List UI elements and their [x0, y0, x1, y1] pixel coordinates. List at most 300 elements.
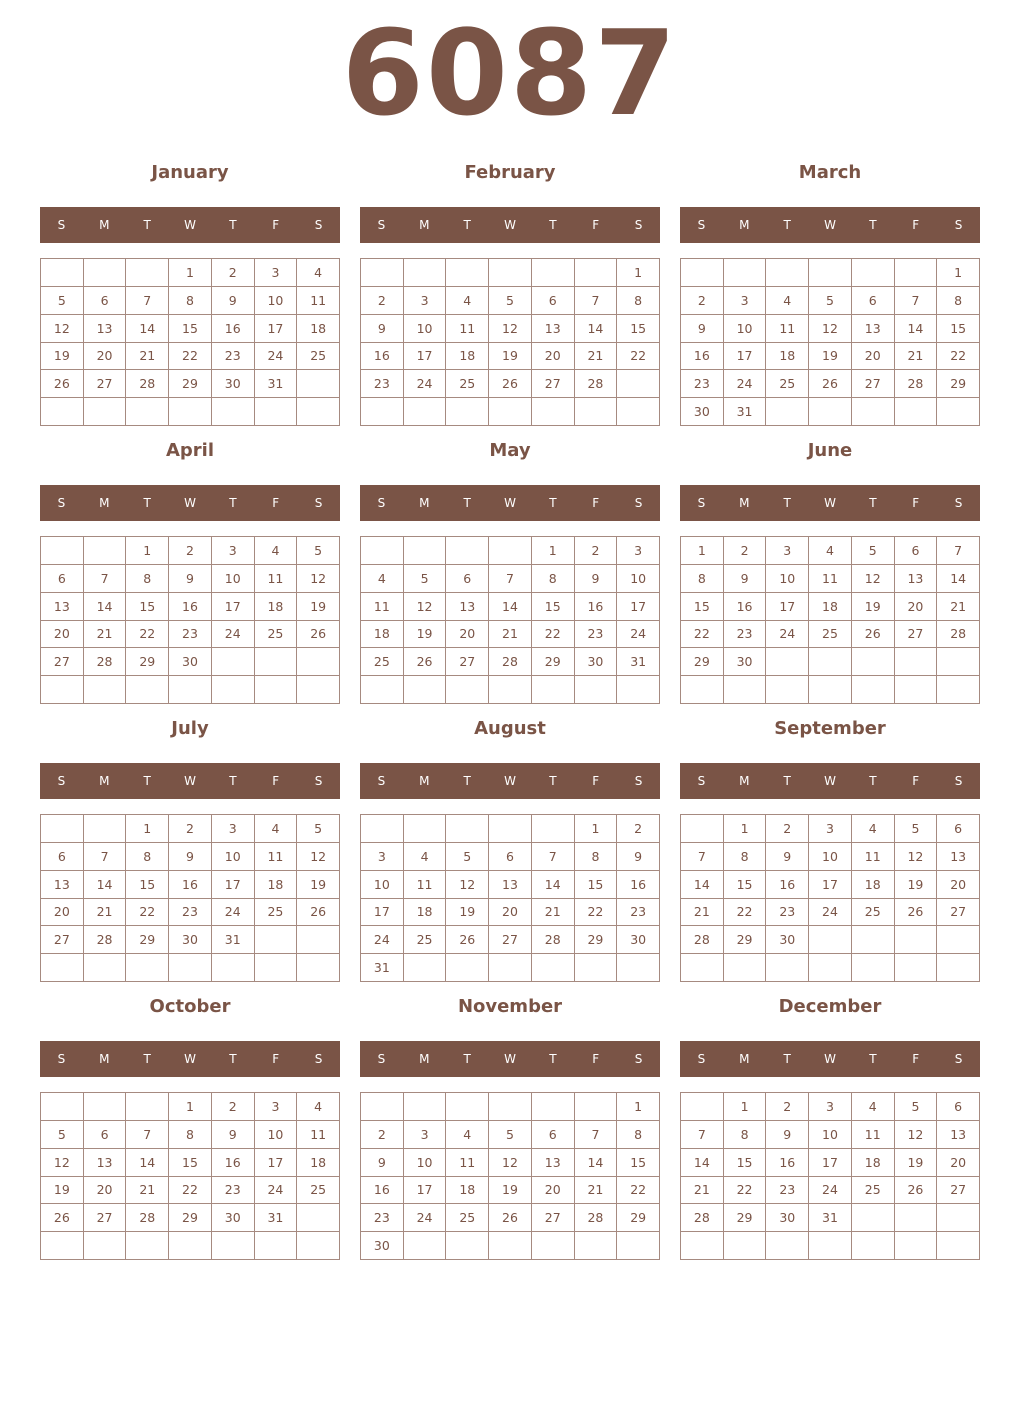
- day-cell: 23: [681, 370, 724, 398]
- day-cell: 11: [404, 871, 447, 899]
- day-grid: [360, 814, 660, 982]
- empty-day-cell: [575, 1232, 618, 1260]
- weekday-header: [40, 763, 340, 799]
- day-grid: [360, 258, 660, 426]
- day-cell: 11: [361, 593, 404, 621]
- day-cell: 23: [617, 899, 660, 927]
- weekday-label: S: [954, 496, 963, 510]
- weekday-label: T: [783, 1052, 791, 1066]
- day-cell: 12: [297, 565, 340, 593]
- day-cell: 9: [681, 315, 724, 343]
- weekday-label: T: [229, 774, 237, 788]
- weekday-label: F: [592, 218, 600, 232]
- day-cell: 20: [84, 343, 127, 371]
- empty-day-cell: [255, 954, 298, 982]
- day-cell: 31: [617, 648, 660, 676]
- empty-day-cell: [937, 1232, 980, 1260]
- month-name: March: [798, 162, 862, 183]
- day-cell: 30: [724, 648, 767, 676]
- day-cell: 12: [489, 1149, 532, 1177]
- weekday-label: M: [419, 1052, 430, 1066]
- month-name: February: [464, 162, 556, 183]
- empty-day-cell: [617, 1232, 660, 1260]
- day-cell: 23: [169, 899, 212, 927]
- day-cell: 16: [361, 343, 404, 371]
- empty-day-cell: [809, 926, 852, 954]
- day-cell: 9: [724, 565, 767, 593]
- day-cell: 27: [532, 370, 575, 398]
- day-cell: 25: [297, 1177, 340, 1205]
- day-cell: 22: [724, 1177, 767, 1205]
- day-cell: 21: [532, 899, 575, 927]
- empty-day-cell: [84, 537, 127, 565]
- empty-day-cell: [126, 398, 169, 426]
- month-name: December: [778, 996, 882, 1017]
- day-cell: 24: [766, 621, 809, 649]
- empty-day-cell: [41, 537, 84, 565]
- day-cell: 15: [617, 315, 660, 343]
- day-cell: 28: [937, 621, 980, 649]
- day-cell: 17: [809, 1149, 852, 1177]
- day-cell: 2: [361, 1121, 404, 1149]
- day-cell: 30: [681, 398, 724, 426]
- empty-day-cell: [446, 398, 489, 426]
- weekday-label: T: [463, 218, 471, 232]
- day-cell: 10: [404, 1149, 447, 1177]
- day-cell: 19: [489, 1177, 532, 1205]
- empty-day-cell: [681, 815, 724, 843]
- day-cell: 2: [169, 537, 212, 565]
- empty-day-cell: [532, 815, 575, 843]
- empty-day-cell: [41, 815, 84, 843]
- month-name: January: [151, 162, 229, 183]
- weekday-label: S: [634, 774, 643, 788]
- empty-day-cell: [361, 398, 404, 426]
- day-cell: 16: [617, 871, 660, 899]
- day-cell: 4: [255, 815, 298, 843]
- empty-day-cell: [575, 259, 618, 287]
- day-cell: 7: [126, 287, 169, 315]
- day-cell: 7: [84, 843, 127, 871]
- weekday-label: W: [504, 1052, 516, 1066]
- empty-day-cell: [809, 648, 852, 676]
- day-cell: 9: [766, 1121, 809, 1149]
- day-cell: 10: [361, 871, 404, 899]
- day-cell: 10: [404, 315, 447, 343]
- day-cell: 6: [532, 287, 575, 315]
- day-cell: 7: [681, 1121, 724, 1149]
- empty-day-cell: [41, 1232, 84, 1260]
- day-cell: 27: [937, 1177, 980, 1205]
- day-cell: 3: [617, 537, 660, 565]
- day-cell: 19: [41, 343, 84, 371]
- day-cell: 19: [895, 1149, 938, 1177]
- month-name: September: [774, 718, 886, 739]
- day-cell: 16: [766, 871, 809, 899]
- empty-day-cell: [766, 954, 809, 982]
- day-cell: 25: [446, 370, 489, 398]
- day-cell: 6: [41, 843, 84, 871]
- weekday-label: F: [272, 218, 280, 232]
- weekday-label: T: [783, 774, 791, 788]
- day-cell: 5: [404, 565, 447, 593]
- day-cell: 19: [809, 343, 852, 371]
- empty-day-cell: [617, 370, 660, 398]
- weekday-label: S: [57, 496, 66, 510]
- day-cell: 11: [255, 843, 298, 871]
- day-cell: 12: [852, 565, 895, 593]
- weekday-label: M: [739, 218, 750, 232]
- empty-day-cell: [852, 1232, 895, 1260]
- empty-day-cell: [532, 1232, 575, 1260]
- weekday-label: S: [314, 774, 323, 788]
- empty-day-cell: [766, 676, 809, 704]
- day-cell: 16: [724, 593, 767, 621]
- empty-day-cell: [126, 676, 169, 704]
- day-cell: 10: [809, 1121, 852, 1149]
- day-cell: 31: [809, 1204, 852, 1232]
- day-grid: [680, 1092, 980, 1260]
- empty-day-cell: [255, 676, 298, 704]
- empty-day-cell: [404, 954, 447, 982]
- day-cell: 8: [724, 843, 767, 871]
- empty-day-cell: [895, 926, 938, 954]
- day-cell: 5: [489, 287, 532, 315]
- day-cell: 14: [681, 1149, 724, 1177]
- empty-day-cell: [41, 259, 84, 287]
- day-cell: 16: [212, 315, 255, 343]
- day-cell: 17: [404, 343, 447, 371]
- day-cell: 3: [212, 537, 255, 565]
- empty-day-cell: [532, 1093, 575, 1121]
- weekday-label: T: [783, 496, 791, 510]
- empty-day-cell: [852, 676, 895, 704]
- weekday-label: T: [549, 1052, 557, 1066]
- day-cell: 22: [617, 1177, 660, 1205]
- day-cell: 26: [446, 926, 489, 954]
- empty-day-cell: [681, 954, 724, 982]
- day-cell: 14: [937, 565, 980, 593]
- empty-day-cell: [297, 398, 340, 426]
- day-cell: 19: [895, 871, 938, 899]
- weekday-label: S: [954, 774, 963, 788]
- empty-day-cell: [297, 954, 340, 982]
- day-cell: 1: [617, 1093, 660, 1121]
- weekday-label: S: [314, 1052, 323, 1066]
- empty-day-cell: [937, 398, 980, 426]
- empty-day-cell: [126, 259, 169, 287]
- day-cell: 21: [126, 1177, 169, 1205]
- day-cell: 22: [126, 899, 169, 927]
- day-cell: 7: [895, 287, 938, 315]
- day-cell: 31: [212, 926, 255, 954]
- day-cell: 2: [361, 287, 404, 315]
- weekday-label: T: [783, 218, 791, 232]
- empty-day-cell: [617, 676, 660, 704]
- day-cell: 23: [361, 370, 404, 398]
- day-cell: 24: [617, 621, 660, 649]
- empty-day-cell: [297, 648, 340, 676]
- weekday-label: S: [697, 496, 706, 510]
- day-cell: 17: [255, 1149, 298, 1177]
- day-cell: 13: [84, 315, 127, 343]
- day-cell: 12: [41, 315, 84, 343]
- day-cell: 17: [404, 1177, 447, 1205]
- empty-day-cell: [617, 398, 660, 426]
- empty-day-cell: [212, 1232, 255, 1260]
- day-cell: 9: [361, 1149, 404, 1177]
- year-title: 6087: [341, 4, 679, 142]
- day-cell: 29: [681, 648, 724, 676]
- day-cell: 1: [724, 815, 767, 843]
- day-cell: 8: [126, 565, 169, 593]
- day-cell: 28: [84, 648, 127, 676]
- weekday-header: [680, 763, 980, 799]
- day-grid: [40, 536, 340, 704]
- day-cell: 16: [575, 593, 618, 621]
- day-cell: 5: [489, 1121, 532, 1149]
- empty-day-cell: [446, 259, 489, 287]
- day-cell: 28: [575, 370, 618, 398]
- day-cell: 15: [575, 871, 618, 899]
- weekday-header: [360, 207, 660, 243]
- day-cell: 16: [766, 1149, 809, 1177]
- day-cell: 25: [361, 648, 404, 676]
- day-cell: 19: [404, 621, 447, 649]
- day-cell: 13: [84, 1149, 127, 1177]
- day-cell: 8: [681, 565, 724, 593]
- day-cell: 4: [361, 565, 404, 593]
- weekday-label: S: [57, 218, 66, 232]
- day-cell: 13: [41, 871, 84, 899]
- day-cell: 4: [852, 815, 895, 843]
- empty-day-cell: [446, 954, 489, 982]
- day-grid: [680, 258, 980, 426]
- day-cell: 2: [169, 815, 212, 843]
- empty-day-cell: [255, 398, 298, 426]
- day-cell: 14: [84, 593, 127, 621]
- day-cell: 2: [681, 287, 724, 315]
- month-name: October: [149, 996, 231, 1017]
- day-cell: 18: [446, 1177, 489, 1205]
- weekday-label: F: [272, 496, 280, 510]
- empty-day-cell: [681, 676, 724, 704]
- day-grid: [40, 1092, 340, 1260]
- day-cell: 5: [297, 537, 340, 565]
- weekday-label: W: [184, 774, 196, 788]
- weekday-label: W: [504, 218, 516, 232]
- empty-day-cell: [212, 954, 255, 982]
- weekday-label: M: [99, 218, 110, 232]
- empty-day-cell: [895, 1204, 938, 1232]
- day-cell: 28: [575, 1204, 618, 1232]
- day-cell: 25: [852, 1177, 895, 1205]
- day-cell: 30: [575, 648, 618, 676]
- day-cell: 20: [852, 343, 895, 371]
- day-cell: 21: [126, 343, 169, 371]
- empty-day-cell: [766, 398, 809, 426]
- day-cell: 22: [169, 343, 212, 371]
- weekday-label: W: [824, 218, 836, 232]
- empty-day-cell: [852, 398, 895, 426]
- weekday-label: W: [824, 496, 836, 510]
- empty-day-cell: [84, 815, 127, 843]
- day-cell: 18: [404, 899, 447, 927]
- weekday-label: F: [912, 774, 920, 788]
- day-cell: 3: [404, 287, 447, 315]
- day-grid: [680, 536, 980, 704]
- empty-day-cell: [297, 926, 340, 954]
- weekday-label: T: [869, 774, 877, 788]
- day-cell: 3: [255, 259, 298, 287]
- empty-day-cell: [297, 1232, 340, 1260]
- day-cell: 19: [489, 343, 532, 371]
- empty-day-cell: [169, 398, 212, 426]
- empty-day-cell: [446, 537, 489, 565]
- empty-day-cell: [41, 954, 84, 982]
- empty-day-cell: [41, 676, 84, 704]
- day-cell: 20: [84, 1177, 127, 1205]
- month-name: July: [171, 718, 209, 739]
- empty-day-cell: [489, 398, 532, 426]
- weekday-label: S: [634, 1052, 643, 1066]
- day-cell: 25: [404, 926, 447, 954]
- day-cell: 24: [404, 370, 447, 398]
- day-cell: 3: [404, 1121, 447, 1149]
- day-cell: 24: [212, 621, 255, 649]
- day-cell: 27: [41, 648, 84, 676]
- day-cell: 21: [84, 621, 127, 649]
- day-cell: 24: [404, 1204, 447, 1232]
- empty-day-cell: [489, 259, 532, 287]
- empty-day-cell: [575, 676, 618, 704]
- weekday-label: S: [314, 218, 323, 232]
- day-cell: 9: [575, 565, 618, 593]
- day-cell: 7: [575, 287, 618, 315]
- day-cell: 31: [724, 398, 767, 426]
- day-cell: 1: [937, 259, 980, 287]
- weekday-label: T: [549, 774, 557, 788]
- day-cell: 14: [126, 1149, 169, 1177]
- day-cell: 22: [617, 343, 660, 371]
- day-cell: 7: [575, 1121, 618, 1149]
- day-cell: 30: [169, 648, 212, 676]
- weekday-label: S: [377, 774, 386, 788]
- day-cell: 4: [446, 287, 489, 315]
- empty-day-cell: [937, 1204, 980, 1232]
- day-cell: 14: [126, 315, 169, 343]
- day-cell: 9: [169, 565, 212, 593]
- day-cell: 4: [766, 287, 809, 315]
- empty-day-cell: [169, 954, 212, 982]
- day-cell: 6: [84, 287, 127, 315]
- empty-day-cell: [84, 259, 127, 287]
- empty-day-cell: [724, 1232, 767, 1260]
- day-cell: 15: [724, 1149, 767, 1177]
- day-cell: 24: [212, 899, 255, 927]
- day-cell: 2: [617, 815, 660, 843]
- empty-day-cell: [404, 259, 447, 287]
- empty-day-cell: [212, 676, 255, 704]
- day-cell: 20: [937, 1149, 980, 1177]
- day-cell: 10: [766, 565, 809, 593]
- weekday-header: [680, 485, 980, 521]
- day-cell: 2: [212, 1093, 255, 1121]
- weekday-label: T: [463, 1052, 471, 1066]
- day-cell: 28: [532, 926, 575, 954]
- day-cell: 8: [126, 843, 169, 871]
- weekday-label: M: [419, 496, 430, 510]
- day-grid: [360, 1092, 660, 1260]
- month-name: May: [489, 440, 531, 461]
- day-cell: 23: [766, 1177, 809, 1205]
- day-cell: 17: [361, 899, 404, 927]
- day-cell: 3: [361, 843, 404, 871]
- day-cell: 4: [255, 537, 298, 565]
- empty-day-cell: [852, 926, 895, 954]
- day-cell: 29: [126, 926, 169, 954]
- day-cell: 13: [937, 1121, 980, 1149]
- weekday-header: [360, 485, 660, 521]
- weekday-label: S: [634, 218, 643, 232]
- empty-day-cell: [84, 398, 127, 426]
- day-cell: 28: [681, 926, 724, 954]
- day-cell: 2: [766, 815, 809, 843]
- day-cell: 19: [446, 899, 489, 927]
- empty-day-cell: [41, 1093, 84, 1121]
- day-cell: 4: [809, 537, 852, 565]
- weekday-label: S: [954, 218, 963, 232]
- weekday-label: S: [634, 496, 643, 510]
- weekday-label: M: [739, 496, 750, 510]
- day-cell: 22: [724, 899, 767, 927]
- empty-day-cell: [361, 259, 404, 287]
- day-cell: 16: [361, 1177, 404, 1205]
- day-cell: 28: [126, 1204, 169, 1232]
- day-cell: 30: [212, 370, 255, 398]
- day-cell: 13: [852, 315, 895, 343]
- weekday-label: M: [419, 774, 430, 788]
- day-cell: 26: [489, 370, 532, 398]
- day-cell: 29: [617, 1204, 660, 1232]
- weekday-label: T: [143, 774, 151, 788]
- day-cell: 27: [532, 1204, 575, 1232]
- empty-day-cell: [681, 1232, 724, 1260]
- empty-day-cell: [937, 648, 980, 676]
- empty-day-cell: [489, 1093, 532, 1121]
- day-cell: 25: [255, 899, 298, 927]
- day-cell: 10: [212, 843, 255, 871]
- month-name: June: [807, 440, 853, 461]
- empty-day-cell: [895, 259, 938, 287]
- day-cell: 18: [255, 871, 298, 899]
- empty-day-cell: [766, 648, 809, 676]
- day-cell: 5: [809, 287, 852, 315]
- day-cell: 9: [617, 843, 660, 871]
- day-cell: 12: [809, 315, 852, 343]
- day-cell: 24: [809, 1177, 852, 1205]
- empty-day-cell: [84, 676, 127, 704]
- empty-day-cell: [532, 398, 575, 426]
- day-cell: 25: [446, 1204, 489, 1232]
- weekday-header: [40, 485, 340, 521]
- empty-day-cell: [766, 1232, 809, 1260]
- empty-day-cell: [404, 1232, 447, 1260]
- day-cell: 9: [766, 843, 809, 871]
- weekday-label: T: [463, 774, 471, 788]
- day-grid: [40, 258, 340, 426]
- day-cell: 16: [169, 871, 212, 899]
